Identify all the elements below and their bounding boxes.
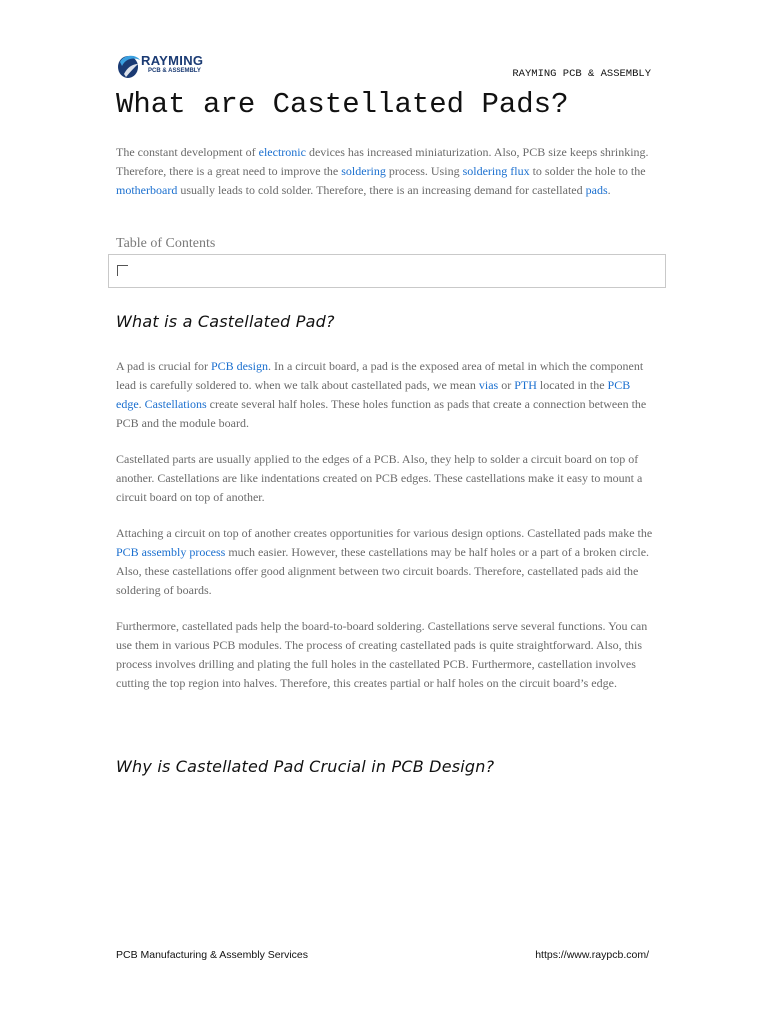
text-run: . [607,183,611,197]
rayming-logo-icon [116,52,142,80]
toc-box [108,254,666,288]
section1-paragraph-1 [116,357,656,433]
header-company-name: RAYMING PCB & ASSEMBLY [512,68,651,80]
text-run: usually leads to cold solder. Therefore, there is an increasing demand for castellated [177,183,586,197]
link-motherboard[interactable]: motherboard [116,183,178,197]
link-soldering-flux[interactable]: soldering flux [462,164,530,178]
link-vias[interactable]: vias [478,378,499,392]
text-run: or [498,378,515,392]
text-run: devices has increased miniaturization. Also, PCB size keeps shrinking. Therefore, there is a great need to improve the [116,145,649,178]
text-run: A pad is crucial for [116,359,211,373]
text-run: much easier. However, these castellations may be half holes or a part of a broken circle. Also, these castellations offer good alignment between two circuit boards. Therefore, castellated pads aid the soldering of boards. [116,545,650,597]
link-soldering[interactable]: soldering [341,164,386,178]
footer-services: PCB Manufacturing & Assembly Services [116,949,308,961]
intro-paragraph [116,143,656,200]
link-pth[interactable]: PTH [514,378,537,392]
text-run: to solder the hole to the [529,164,646,178]
link-pcb-edge[interactable]: PCB edge [116,378,631,411]
page-title: What are Castellated Pads? [116,88,569,121]
logo-title: RAYMING [141,53,204,68]
link-pcb-assembly-process[interactable]: PCB assembly process [116,545,226,559]
section1-paragraph-2: Castellated parts are usually applied to the edges of a PCB. Also, they help to solder a circuit board on top of another. Castellations are like indentations created on PCB edges. These castellations make it easy to mount a circuit board on top of another. [116,452,643,504]
link-pads[interactable]: pads [585,183,608,197]
section1-paragraph-3 [116,524,656,600]
section-heading-why: Why is Castellated Pad Crucial in PCB Design? [116,757,495,776]
toc-toggle-icon[interactable] [117,265,128,276]
footer-url[interactable]: https://www.raypcb.com/ [535,949,649,961]
link-castellations[interactable]: Castellations [144,397,207,411]
section1-paragraph-4: Furthermore, castellated pads help the board-to-board soldering. Castellations serve several functions. You can use them in various PCB modules. The process of creating castellated pads is quite straightforward. Also, this process involves drilling and plating the full holes in the castellated PCB. Furthermore, castellation involves cutting the top region into halves. Therefore, this creates partial or half holes on the circuit board’s edge. [116,619,648,690]
text-run: create several half holes. These holes function as pads that create a connection between the PCB and the module board. [116,397,647,430]
toc-label: Table of Contents [116,236,216,251]
rayming-logo [116,52,226,82]
text-run: Attaching a circuit on top of another creates opportunities for various design options. Castellated pads make the [116,526,653,540]
link-pcb-design[interactable]: PCB design [210,359,268,373]
link-electronic[interactable]: electronic [258,145,306,159]
section-heading-what-is: What is a Castellated Pad? [116,312,335,331]
text-run: . In a circuit board, a pad is the exposed area of metal in which the component lead is carefully soldered to. when we talk about castellated pads, we mean [116,359,644,392]
logo-subtitle: PCB & ASSEMBLY [148,68,201,74]
text-run: located in the [536,378,608,392]
text-run: The constant development of [116,145,259,159]
text-run: . [138,397,145,411]
text-run: process. Using [385,164,463,178]
